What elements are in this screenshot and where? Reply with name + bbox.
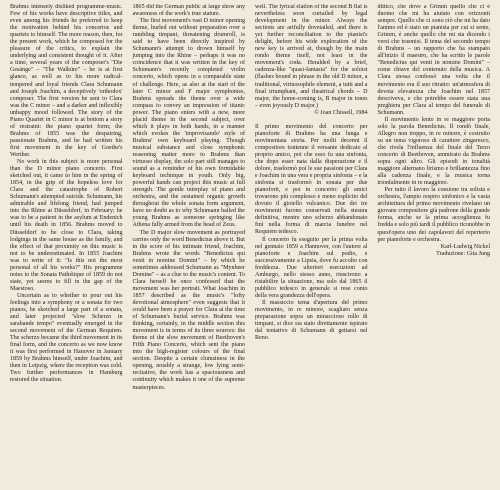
paragraph: Brahms intensely disliked programme-music. Few of his works have descriptive titles, and even among his friends he preferred to keep the motivation behind his concertos and quartets to himself. The more reason, then, for the present work, which he composed for the pleasure of the critics, to explain the underlying and consistent thought of it. After a time, several years of the composer's "Die Gesänge" – "The Walküre" – he is at first glance, as well as to his more radical-tempered and loyal friends Clara Schumann and Joseph Joachim, a deceptively 'orthodox' composer. The first version he sent to Clara was the C minor – and a darker and inflexibly unhappy mood followed. The story of the Piano Quartet in C minor is at bottom a story of restraint: the piano quartet form; the Brahms of 1855 was the despairing, passionate Brahms, and he had written his first movement in the key of Goethe's Werther. <box>10 4 123 158</box>
paragraph: dittico, che dove a Grimm quello che ci è duomo che mi ha aiutato con orizzonti sempre. Quello che ci sono ciò che mi ha dato l'animo ed è stato un pianista per cui si sente, Grimm, è anche quello che mi sta dicendo i versi che trasmisi. Il tema del secondo tempo di Brahms – un rapporto che ha stampato all'inizio il maestro, che ha scritto le parole "Benedictus qui venit in nomine Domini" – come chiave del contenuto della musica. A Clara stessa confessò una volta che il movimento era il suo ritratto: un'atmosfera di devota elevatezza che Joachim nel 1857 descriveva, e che potrebbe essere stata una preghiera per Clara al tempo del funerale di Schumann. <box>377 4 490 116</box>
paragraph: Per tutto il lavoro la coesione tra solista e orchestra, l'ampio respiro sinfonico e la vasta architettura del primo movimento rivelano un giovane compositore già padrone della grande forma, anche se la prima accoglienza fu fredda e solo più tardi il pubblico riconobbe in quest'opera uno dei capolavori del repertorio per pianoforte e orchestra. <box>377 187 491 243</box>
paragraph: Il movimento lento in re maggiore porta solo la parola Benedictus. Il rondò finale, Allegro non troppo, in re minore, è costruito su un tema vigoroso di carattere zingaresco, che rivela l'influenza del finale del Terzo concerto di Beethoven, ammirato da Brahms sopra ogni altro. Gli episodi in tonalità maggiore alternano lirismo e brillantezza fino alla cadenza finale, e la musica torna trionfalmente in re maggiore. <box>377 116 490 187</box>
text-column-1 <box>5 4 128 487</box>
text-column-2 <box>128 4 251 487</box>
paragraph: Uncertain as to whether to pour out his feelings into a symphony or a sonata for two pianos, he sketched a large part of a sonata, and later projected "slow Scherzo in sarabande tempo" eventually emerged in the second movement of the German Requiem. The scherzo became the third movement in its final form, and the concerto as we now know it was first performed in Hanover in January 1859 by Brahms himself, under Joachim, and then in Leipzig, where the reception was cold. Two further performances in Hamburg restored the situation. <box>10 292 123 384</box>
paragraph: well. The lyrical elation of the second B flat is nevertheless soon curtailed by legal development in the minor. Always the sections are artfully dovetailed, and there is yet further reconciliation to the pianist's delight, before his wide exploration of the new key is arrived at, though by the main rondo theme itself, not least in the movement's coda. Heralded by a brief, cadenza-like "quasi-fantasia" for the soloist (flashes bound in phrase in the old D minor, a traditional, virtuosophile element, a tutti and a final triumphant, and theatrical chords – D major, the home-coming is, B major in tones – even joyously D major.) <box>255 4 368 109</box>
spacer <box>255 117 368 124</box>
text-column-3 <box>250 4 373 487</box>
paragraph: Il concerto fu eseguito per la prima volta nel gennaio 1859 a Hannover, con l'autore al pianoforte e Joachim sul podio, e successivamente a Lipsia, dove fu accolto con freddezza. Due ulteriori esecuzioni ad Amburgo, nello stesso anno, riuscirono a ristabilire la situazione, ma solo dal 1865 il pubblico tedesco in generale si rese conto della vera grandezza dell'opera. <box>255 236 368 299</box>
paragraph: Il massiccio tema d'apertura del primo movimento, in re minore, scagliato senza preparazione sopra un minaccioso rullo di timpani, si dice sia stato direttamente ispirato dal tentativo di Schumann di gettarsi nel Reno. <box>255 299 368 342</box>
text-column-4 <box>373 4 496 487</box>
translation-credit: Traduzione: Gita Jung <box>436 250 490 257</box>
paragraph: The first movement's vast D minor opening theme, hurled out without preparation over a rumbling timpani, threatening drumroll, is said to have been directly inspired by Schumann's attempt to drown himself by jumping into the Rhine – perhaps it was no coincidence that it was written in the key of Schumann's recently completed violin concerto, which opens in a comparable state of challenge. Here, as also at the start of the later C minor and F major symphonies, Brahms spreads the theme over a wide compass to convey an impression of titanic power. The piano enters with a new, more placid theme in the second subject, over which it plays in both hands, in a manner which evokes the 'improvisando' style of Brahms' own keyboard playing. Though musical substance and close symphonic reasoning matter more to Brahms than virtuoso display, the solo part still manages to sound as a reminder of his own formidable keyboard technique in youth. Only big, powerful hands can project this music at full strength. The gentle interplay of piano and orchestra, and the sustained organic growth throughout the whole sonata form argument, have no doubt as to why Schumann hailed the young Brahms as someone springing like Athena fully armed from the head of Zeus. <box>132 18 245 229</box>
author-signature: © Joan Chissell, 1984 <box>314 109 368 116</box>
paragraph: The D major slow movement as portrayed carries only the word Benedictus above it. But in the score of his intimate friend, Joachim, Brahms wrote the words "Benedictus qui venit in nomine Domini" – by which he sometimes addressed Schumann as "Mynheer Domine" – as a clue to the music's content. To Clara herself he once confessed that the movement was her portrait. What Joachim in 1857 described as the music's "lofty devotional atmosphere" even suggests that it could have been a prayer for Clara at the time of Schumann's burial service. Brahms was thinking, certainly, in the middle section this movement is in terms of its three sources: the theme of the slow movement of Beethoven's Fifth Piano Concerto, which sent the piano into the high-register colours of the final section. Despite a certain clumsiness in the opening, notably a strange, low lying semi-recitative, the work has a spaciousness and continuity which makes it one of the supreme masterpieces. <box>132 229 245 391</box>
paragraph: 1865 did the German public at large show any awareness of the work's true stature. <box>132 4 245 18</box>
paragraph: Il primo movimento del concerto per pianoforte di Brahms ha una lunga e movimentata storia. Per molti decenni il compositore trattenne il versante dedicato al proprio amico, poi che esso fu una sinfonia, che dopo esser nata dalla disperazione e il dolore, trasformò poi le sue passioni per Clara e Joachim in una vera e propria sinfonia – e la sinfonia si trasformò in sonata per due pianoforti, e poi in concerto: gli amici trovarono più complesso e meno esplicito del dovuto il gioiello vulcanico. Due dei tre movimenti furono conservati nella stesura definitiva, mentre uno scherzo abbandonato finì nella forma di marcia funebre nel Requiem tedesco. <box>255 123 368 236</box>
paragraph: No work in this subject is more personal than the D minor piano concerto. First sketched out, it came to him in the spring of 1854, in the grip of the hopeless love for Clara and the catastrophe of Robert Schumann's attempted suicide. Schumann, his admirable and lifelong friend, had jumped into the Rhine at Düsseldorf, in February; he was to be a patient in the asylum at Endenich until his death in 1856. Brahms moved to Düsseldorf to be close to Clara, taking lodgings in the same house as the family, and the effect of that proximity on this music is not to be underestimated. In 1855 Joachim was to write of it: "Is this not the most personal of all his works?" His programme notes to the Sonata Pathétique of 1859 do not state, yet seems to fill in the gap of the Maestoso. <box>10 159 123 292</box>
author-signature: Karl-Ludwig Nickel <box>440 243 490 250</box>
